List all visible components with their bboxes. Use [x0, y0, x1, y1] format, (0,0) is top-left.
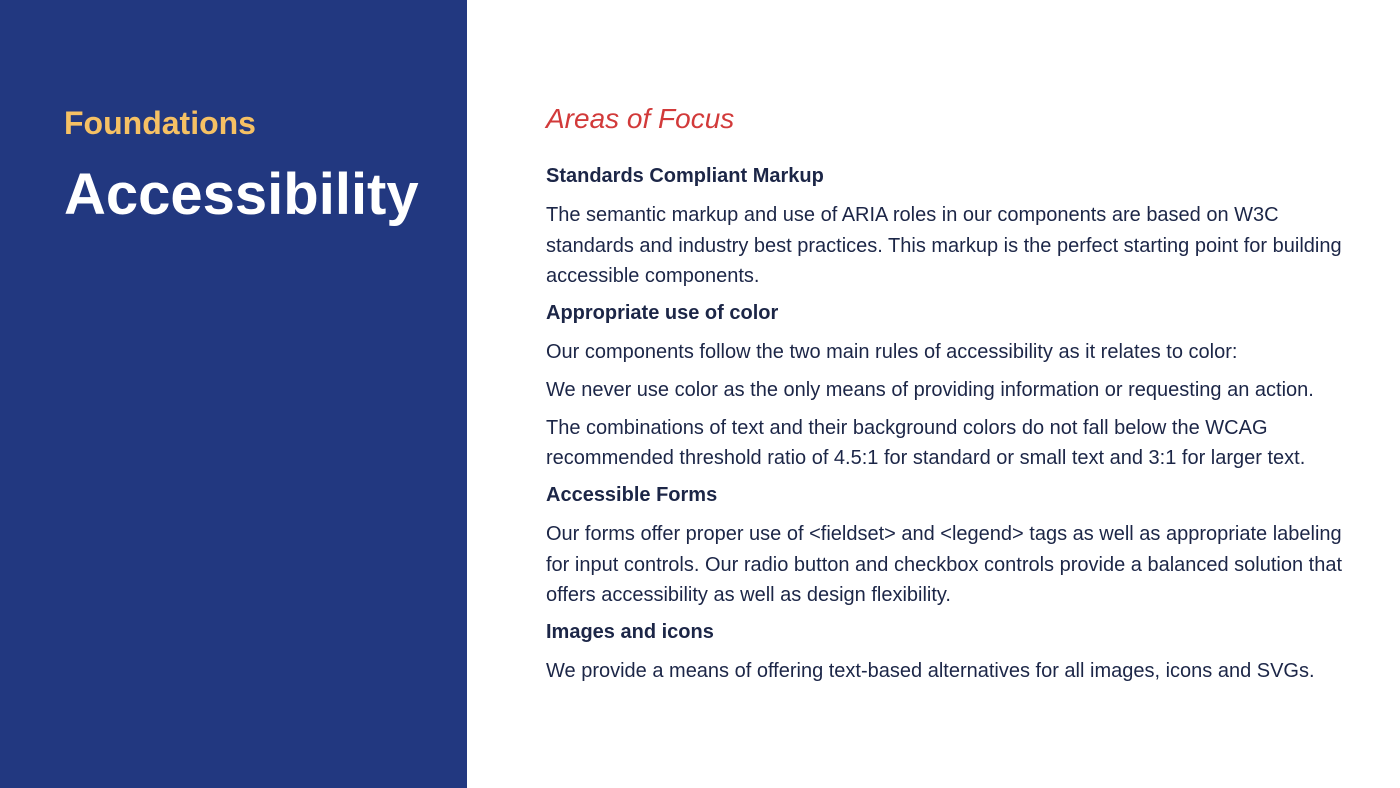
section-title-images: Images and icons	[546, 621, 714, 644]
section-paragraph: Our forms offer proper use of <fieldset> and <legend> tags as well as appropriate labeling for input controls. Our radio button and checkbox controls provide a balanced solution that offers accessibility as well as design flexibility.	[546, 522, 1343, 607]
section-eyebrow: Foundations	[64, 105, 256, 141]
right-panel	[467, 0, 1400, 788]
section-paragraph: Our components follow the two main rules of accessibility as it relates to color:	[546, 341, 1238, 364]
content	[546, 100, 1346, 694]
section-title-forms: Accessible Forms	[546, 483, 718, 506]
section-paragraph: We never use color as the only means of providing information or requesting an action.	[546, 378, 1314, 401]
section-title-standards: Standards Compliant Markup	[546, 165, 824, 187]
areas-of-focus-heading: Areas of Focus	[546, 103, 735, 134]
section-paragraph: The combinations of text and their background colors do not fall below the WCAG recommended threshold ratio of 4.5:1 for standard or small text and 3:1 for larger text.	[546, 416, 1306, 470]
section-paragraph: We provide a means of offering text-based alternatives for all images, icons and SVGs.	[546, 660, 1315, 683]
section-title-color: Appropriate use of color	[546, 302, 779, 325]
page-title: Accessibility	[64, 162, 419, 227]
left-panel	[0, 0, 467, 788]
section-paragraph: The semantic markup and use of ARIA roles in our components are based on W3C standards and industry best practices. This markup is the perfect starting point for building accessible components.	[546, 204, 1342, 288]
